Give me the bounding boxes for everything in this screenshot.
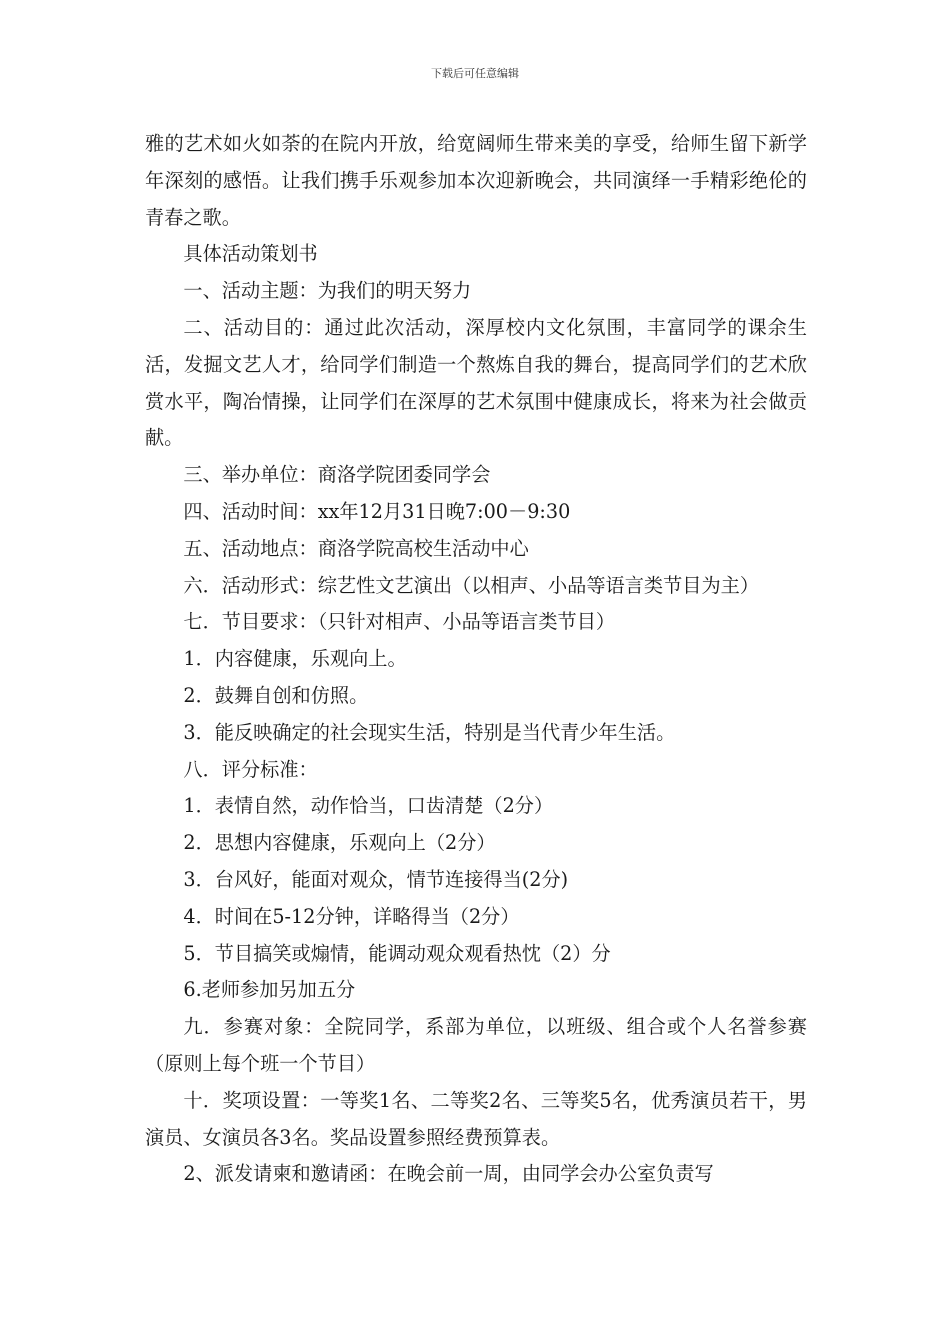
paragraph: 雅的艺术如火如荼的在院内开放，给宽阔师生带来美的享受，给师生留下新学年深刻的感悟。让我们携手乐观参加本次迎新晚会，共同演绎一手精彩绝伦的青春之歌。 <box>145 132 807 229</box>
paragraph-awards: 十．奖项设置：一等奖1名、二等奖2名、三等奖5名，优秀演员若干，男演员、女演员各3名。奖品设置参照经费预算表。 <box>145 1088 807 1149</box>
list-item: 4．时间在5-12分钟，详略得当（2分） <box>183 904 520 928</box>
list-item: 6.老师参加另加五分 <box>183 978 356 1002</box>
list-item: 5．节目搞笑或煽情，能调动观众观看热忱（2）分 <box>183 941 611 965</box>
paragraph-format: 六．活动形式：综艺性文艺演出（以相声、小品等语言类节目为主） <box>183 573 760 597</box>
paragraph-participants: 九．参赛对象：全院同学，系部为单位，以班级、组合或个人名誉参赛（原则上每个班一个节目） <box>145 1015 807 1075</box>
paragraph-theme: 一、活动主题：为我们的明天努力 <box>183 279 472 303</box>
paragraph-invitations: 2、派发请柬和邀请函：在晚会前一周，由同学会办公室负责写 <box>183 1162 714 1186</box>
list-item: 1．表情自然，动作恰当，口齿清楚（2分） <box>183 794 554 818</box>
paragraph-location: 五、活动地点：商洛学院高校生活动中心 <box>183 536 529 560</box>
paragraph-purpose: 二、活动目的：通过此次活动，深厚校内文化氛围，丰富同学的课余生活，发掘文艺人才，给同学们制造一个熬炼自我的舞台，提高同学们的艺术欣赏水平，陶冶情操，让同学们在深厚的艺术氛围中健康成长，将来为社会做贡献。 <box>145 315 807 450</box>
section-title: 具体活动策划书 <box>183 242 318 266</box>
list-item: 3．台风好，能面对观众，情节连接得当(2分) <box>183 867 569 891</box>
list-item: 3．能反映确定的社会现实生活，特别是当代青少年生活。 <box>183 720 676 744</box>
paragraph-scoring: 八．评分标准： <box>183 757 318 781</box>
list-item: 1．内容健康，乐观向上。 <box>183 647 407 671</box>
list-item: 2．鼓舞自创和仿照。 <box>183 683 369 707</box>
page-header: 下载后可任意编辑 <box>431 67 519 80</box>
paragraph-time: 四、活动时间：xx年12月31日晚7:00－9:30 <box>183 499 571 523</box>
paragraph-requirements: 七．节目要求：（只针对相声、小品等语言类节目） <box>183 610 616 634</box>
paragraph-organizer: 三、举办单位：商洛学院团委同学会 <box>183 463 491 487</box>
document-body <box>145 126 807 1193</box>
list-item: 2．思想内容健康，乐观向上（2分） <box>183 831 496 855</box>
